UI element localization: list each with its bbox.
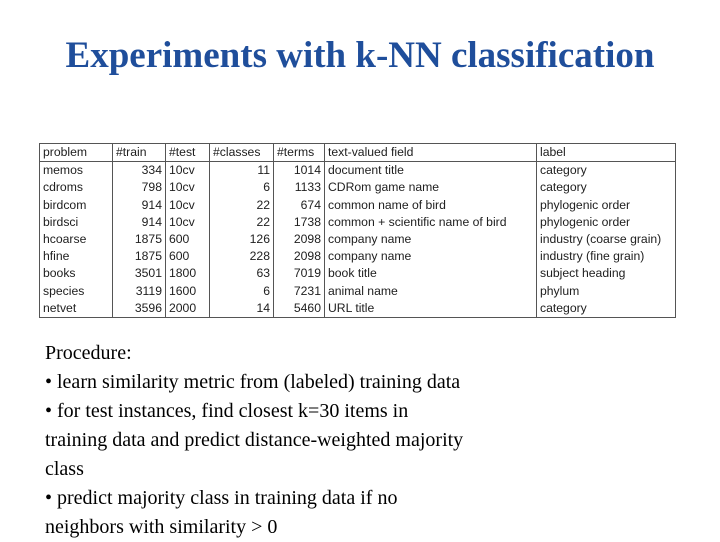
cell-test: 10cv <box>166 162 210 180</box>
procedure-line: neighbors with similarity > 0 <box>45 516 278 538</box>
procedure-heading: Procedure: <box>45 342 132 364</box>
header-text-field: text-valued field <box>325 144 537 162</box>
table-row <box>40 283 676 300</box>
cell-problem: books <box>40 265 113 282</box>
cell-text-field: CDRom game name <box>325 179 537 196</box>
cell-problem: birdsci <box>40 214 113 231</box>
cell-train: 798 <box>113 179 166 196</box>
cell-train: 3501 <box>113 265 166 282</box>
cell-classes: 11 <box>210 162 274 180</box>
procedure-line: training data and predict distance-weighted majority <box>45 429 464 451</box>
cell-terms: 7231 <box>274 283 325 300</box>
cell-test: 1800 <box>166 265 210 282</box>
cell-label: industry (fine grain) <box>537 248 676 265</box>
cell-classes: 126 <box>210 231 274 248</box>
cell-train: 914 <box>113 197 166 214</box>
table-row <box>40 197 676 214</box>
cell-train: 334 <box>113 162 166 180</box>
table-row <box>40 214 676 231</box>
header-test: #test <box>166 144 210 162</box>
cell-classes: 14 <box>210 300 274 318</box>
procedure-line: • for test instances, find closest k=30 items in <box>45 400 409 422</box>
cell-problem: cdroms <box>40 179 113 196</box>
datasets-table <box>39 143 676 318</box>
cell-label: subject heading <box>537 265 676 282</box>
procedure-line: • learn similarity metric from (labeled) training data <box>45 371 461 393</box>
cell-test: 10cv <box>166 197 210 214</box>
table-row <box>40 248 676 265</box>
cell-terms: 2098 <box>274 248 325 265</box>
cell-classes: 22 <box>210 197 274 214</box>
cell-label: category <box>537 162 676 180</box>
cell-label: phylum <box>537 283 676 300</box>
table-row <box>40 265 676 282</box>
cell-train: 914 <box>113 214 166 231</box>
header-terms: #terms <box>274 144 325 162</box>
cell-text-field: company name <box>325 231 537 248</box>
cell-test: 600 <box>166 248 210 265</box>
slide-title: Experiments with k-NN classification <box>65 35 655 76</box>
cell-classes: 228 <box>210 248 274 265</box>
cell-terms: 1014 <box>274 162 325 180</box>
cell-train: 3596 <box>113 300 166 318</box>
cell-classes: 63 <box>210 265 274 282</box>
cell-terms: 5460 <box>274 300 325 318</box>
procedure-line: • predict majority class in training data if no <box>45 487 398 509</box>
header-classes: #classes <box>210 144 274 162</box>
cell-text-field: book title <box>325 265 537 282</box>
header-train: #train <box>113 144 166 162</box>
table-header-row <box>40 144 676 162</box>
table-row <box>40 179 676 196</box>
header-label: label <box>537 144 676 162</box>
procedure-line: class <box>45 458 84 480</box>
cell-text-field: animal name <box>325 283 537 300</box>
cell-terms: 1133 <box>274 179 325 196</box>
cell-problem: hfine <box>40 248 113 265</box>
cell-train: 3119 <box>113 283 166 300</box>
cell-label: category <box>537 179 676 196</box>
cell-text-field: common name of bird <box>325 197 537 214</box>
cell-test: 10cv <box>166 179 210 196</box>
cell-text-field: common + scientific name of bird <box>325 214 537 231</box>
cell-problem: memos <box>40 162 113 180</box>
cell-classes: 6 <box>210 283 274 300</box>
cell-test: 2000 <box>166 300 210 318</box>
cell-problem: netvet <box>40 300 113 318</box>
cell-label: industry (coarse grain) <box>537 231 676 248</box>
cell-label: category <box>537 300 676 318</box>
cell-terms: 674 <box>274 197 325 214</box>
cell-label: phylogenic order <box>537 214 676 231</box>
cell-train: 1875 <box>113 231 166 248</box>
cell-terms: 1738 <box>274 214 325 231</box>
cell-text-field: URL title <box>325 300 537 318</box>
table-row <box>40 162 676 180</box>
procedure-text <box>45 339 685 542</box>
header-problem: problem <box>40 144 113 162</box>
cell-test: 600 <box>166 231 210 248</box>
cell-test: 10cv <box>166 214 210 231</box>
table-row <box>40 231 676 248</box>
cell-problem: hcoarse <box>40 231 113 248</box>
cell-classes: 6 <box>210 179 274 196</box>
cell-text-field: company name <box>325 248 537 265</box>
cell-train: 1875 <box>113 248 166 265</box>
cell-text-field: document title <box>325 162 537 180</box>
cell-terms: 7019 <box>274 265 325 282</box>
cell-problem: birdcom <box>40 197 113 214</box>
table-row <box>40 300 676 318</box>
cell-test: 1600 <box>166 283 210 300</box>
cell-terms: 2098 <box>274 231 325 248</box>
cell-problem: species <box>40 283 113 300</box>
cell-label: phylogenic order <box>537 197 676 214</box>
cell-classes: 22 <box>210 214 274 231</box>
